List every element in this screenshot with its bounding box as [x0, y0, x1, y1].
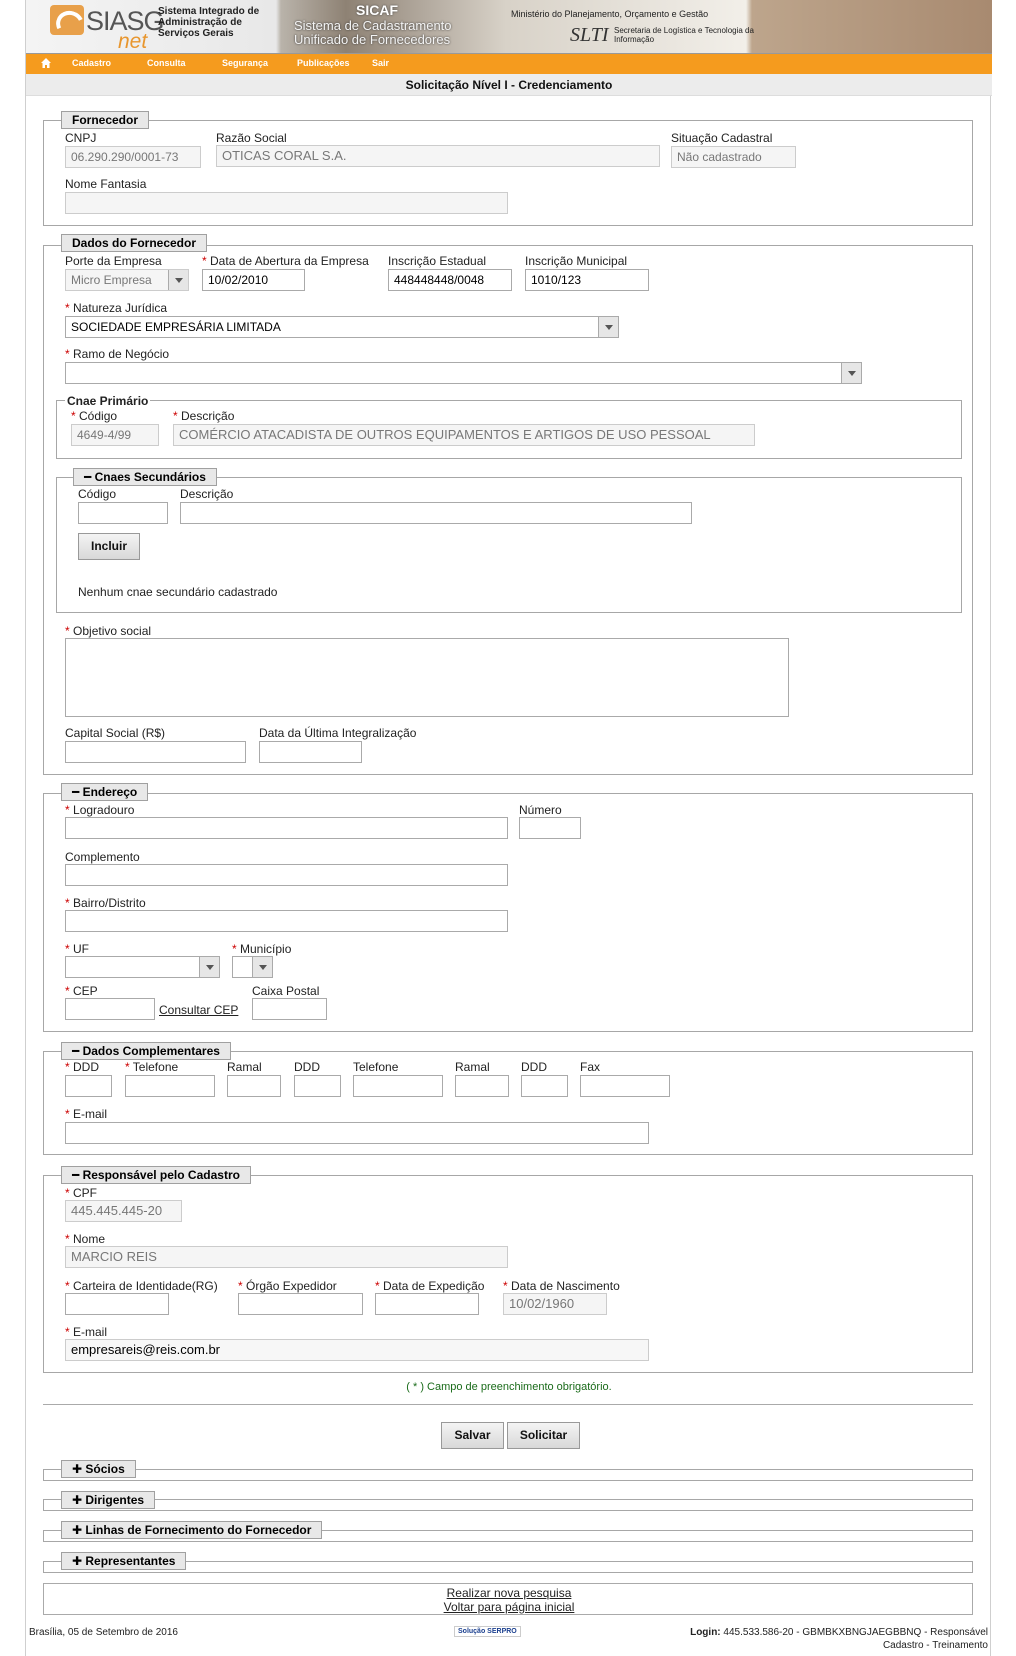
- header-banner: [26, 0, 992, 54]
- chevron-down-icon: [199, 957, 219, 977]
- serpro-logo: Solução SERPRO: [454, 1626, 521, 1637]
- descricao-label: * Descrição: [173, 409, 235, 423]
- situacao-label: Situação Cadastral: [671, 131, 773, 145]
- footer: [26, 1620, 992, 1656]
- telefone2-field[interactable]: [353, 1075, 443, 1097]
- cnae-codigo-field: 4649-4/99: [71, 424, 159, 446]
- nome-label: * Nome: [65, 1232, 106, 1246]
- slti-logo: SLTI: [570, 24, 609, 46]
- fax-label: Fax: [580, 1060, 601, 1074]
- collapse-icon: ━: [84, 470, 95, 484]
- nav-sair[interactable]: Sair: [372, 58, 390, 68]
- nascimento-field: 10/02/1960: [503, 1293, 607, 1315]
- ramo-negocio-select[interactable]: [65, 362, 862, 384]
- abertura-field[interactable]: 10/02/2010: [202, 269, 305, 291]
- orgao-field[interactable]: [238, 1293, 363, 1315]
- nome-fantasia-label: Nome Fantasia: [65, 177, 147, 191]
- inscricao-estadual-field[interactable]: 448448448/0048: [388, 269, 512, 291]
- page-title: Solicitação Nível I - Credenciamento: [26, 74, 992, 96]
- voltar-link[interactable]: Voltar para página inicial: [443, 1600, 575, 1614]
- section-socios[interactable]: ✚ Sócios: [61, 1460, 136, 1478]
- consultar-cep-link[interactable]: Consultar CEP: [159, 1003, 239, 1017]
- cep-label: * CEP: [65, 984, 98, 998]
- ddd3-field[interactable]: [521, 1075, 568, 1097]
- section-linhas-fornecimento[interactable]: ✚ Linhas de Fornecimento do Fornecedor: [61, 1521, 322, 1539]
- telefone1-field[interactable]: [125, 1075, 215, 1097]
- uf-label: * UF: [65, 942, 90, 956]
- footer-date: Brasília, 05 de Setembro de 2016: [29, 1627, 178, 1638]
- chevron-down-icon: [252, 957, 272, 977]
- resp-email-label: * E-mail: [65, 1325, 108, 1339]
- nova-pesquisa-wrap: [26, 1586, 992, 1600]
- required-note: ( * ) Campo de preenchimento obrigatório.: [406, 1381, 612, 1393]
- logradouro-label: * Logradouro: [65, 803, 135, 817]
- expand-icon: ✚: [72, 1493, 86, 1507]
- caixa-postal-field[interactable]: [252, 998, 327, 1020]
- codigo-label: * Código: [71, 409, 118, 423]
- municipio-select[interactable]: [232, 956, 273, 978]
- email-field[interactable]: [65, 1122, 649, 1144]
- integralizacao-label: Data da Última Integralização: [259, 726, 417, 740]
- nascimento-label: * Data de Nascimento: [503, 1279, 620, 1293]
- expand-icon: ✚: [72, 1523, 86, 1537]
- nav-consulta[interactable]: Consulta: [147, 58, 186, 68]
- cnpj-label: CNPJ: [65, 131, 97, 145]
- capital-social-field[interactable]: [65, 741, 246, 763]
- ie-label: Inscrição Estadual: [388, 254, 487, 268]
- razao-social-field: OTICAS CORAL S.A.: [216, 145, 660, 167]
- section-dirigentes[interactable]: ✚ Dirigentes: [61, 1491, 155, 1509]
- sec-empty-message: Nenhum cnae secundário cadastrado: [78, 585, 278, 599]
- top-nav: [26, 54, 992, 74]
- logo-text: SIASG: [86, 6, 164, 36]
- cnae-descricao-field: COMÉRCIO ATACADISTA DE OUTROS EQUIPAMENTOS E ARTIGOS DE USO PESSOAL: [173, 424, 755, 446]
- municipio-label: * Município: [232, 942, 292, 956]
- chevron-down-icon: [168, 270, 188, 290]
- objetivo-label: * Objetivo social: [65, 624, 152, 638]
- resp-email-field[interactable]: empresareis@reis.com.br: [65, 1339, 649, 1361]
- abertura-label: * Data de Abertura da Empresa: [202, 254, 369, 268]
- collapse-icon: ━: [72, 1168, 83, 1182]
- orgao-label: * Órgão Expedidor: [238, 1279, 337, 1293]
- ddd1-label: * DDD: [65, 1060, 100, 1074]
- ramal2-label: Ramal: [455, 1060, 490, 1074]
- collapse-icon: ━: [72, 785, 83, 799]
- legend-dados-complementares[interactable]: ━ Dados Complementares: [61, 1042, 231, 1060]
- natureza-juridica-select[interactable]: [65, 316, 619, 338]
- natureza-label: * Natureza Jurídica: [65, 301, 168, 315]
- natureza-value: SOCIEDADE EMPRESÁRIA LIMITADA: [71, 320, 281, 334]
- legend-cnae-primario: Cnae Primário: [67, 394, 149, 408]
- nav-seguranca[interactable]: Segurança: [222, 58, 269, 68]
- cnpj-field: 06.290.290/0001-73: [65, 146, 201, 168]
- porte-value: Micro Empresa: [71, 273, 152, 287]
- complemento-field[interactable]: [65, 864, 508, 886]
- legend-endereco[interactable]: ━ Endereço: [61, 783, 148, 801]
- cpf-field: 445.445.445-20: [65, 1200, 182, 1222]
- solicitar-button[interactable]: Solicitar: [507, 1422, 580, 1449]
- expand-icon: ✚: [72, 1462, 86, 1476]
- divider: [43, 1404, 973, 1405]
- nav-publicacoes[interactable]: Publicações: [297, 58, 350, 68]
- collapse-icon: ━: [72, 1044, 83, 1058]
- bairro-label: * Bairro/Distrito: [65, 896, 146, 910]
- ramo-label: * Ramo de Negócio: [65, 347, 170, 361]
- ministry-name: Ministério do Planejamento, Orçamento e Gestão: [511, 9, 709, 19]
- sicaf-title: SICAF: [356, 2, 398, 18]
- fax-field[interactable]: [580, 1075, 670, 1097]
- ddd1-field[interactable]: [65, 1075, 112, 1097]
- logo-description: Sistema Integrado de Administração de Serviços Gerais: [158, 6, 260, 39]
- ddd2-field[interactable]: [294, 1075, 341, 1097]
- bairro-field[interactable]: [65, 910, 508, 932]
- cpf-label: * CPF: [65, 1186, 98, 1200]
- ddd2-label: DDD: [294, 1060, 320, 1074]
- numero-label: Número: [519, 803, 562, 817]
- footer-login: Login: 445.533.586-20 - GBMBKXBNGJAEGBBNQ - Responsável: [690, 1627, 988, 1638]
- sec-codigo-field[interactable]: [78, 502, 168, 524]
- porte-label: Porte da Empresa: [65, 254, 162, 268]
- logo-net-text: net: [118, 30, 148, 53]
- capital-label: Capital Social (R$): [65, 726, 166, 740]
- incluir-button[interactable]: Incluir: [78, 533, 140, 560]
- expand-icon: ✚: [72, 1554, 86, 1568]
- sec-descricao-field[interactable]: [180, 502, 692, 524]
- slti-description: Secretaria de Logística e Tecnologia da Informação: [614, 26, 754, 44]
- razao-social-label: Razão Social: [216, 131, 287, 145]
- situacao-field: Não cadastrado: [671, 146, 796, 168]
- cep-field[interactable]: [65, 998, 155, 1020]
- im-label: Inscrição Municipal: [525, 254, 628, 268]
- nome-field: MARCIO REIS: [65, 1246, 508, 1268]
- caixa-postal-label: Caixa Postal: [252, 984, 320, 998]
- home-icon[interactable]: [40, 57, 52, 69]
- nav-cadastro[interactable]: Cadastro: [72, 58, 112, 68]
- legend-dados-fornecedor: Dados do Fornecedor: [61, 234, 207, 252]
- section-dirigentes-frame: [43, 1499, 973, 1511]
- legend-cnaes-secundarios[interactable]: ━ Cnaes Secundários: [73, 468, 217, 486]
- nome-fantasia-field: [65, 192, 508, 214]
- ramal1-field[interactable]: [227, 1075, 281, 1097]
- rg-label: * Carteira de Identidade(RG): [65, 1279, 218, 1293]
- chevron-down-icon: [841, 363, 861, 383]
- uf-select[interactable]: [65, 956, 220, 978]
- page: [25, 0, 991, 1656]
- integralizacao-field[interactable]: [259, 741, 362, 763]
- footer-login-2: Cadastro - Treinamento: [882, 1640, 988, 1651]
- sec-codigo-label: Código: [78, 487, 117, 501]
- complemento-label: Complemento: [65, 850, 140, 864]
- ddd3-label: DDD: [521, 1060, 547, 1074]
- telefone1-label: * Telefone: [125, 1060, 179, 1074]
- expedicao-label: * Data de Expedição: [375, 1279, 485, 1293]
- siasg-logo-icon: [50, 5, 84, 35]
- section-representantes[interactable]: ✚ Representantes: [61, 1552, 186, 1570]
- expedicao-field[interactable]: [375, 1293, 479, 1315]
- ramal1-label: Ramal: [227, 1060, 262, 1074]
- telefone2-label: Telefone: [353, 1060, 399, 1074]
- section-socios-frame: [43, 1469, 973, 1481]
- objetivo-social-textarea[interactable]: [65, 638, 789, 717]
- logradouro-field[interactable]: [65, 817, 508, 839]
- chevron-down-icon: [598, 317, 618, 337]
- email-label: * E-mail: [65, 1107, 108, 1121]
- salvar-button[interactable]: Salvar: [441, 1422, 504, 1449]
- porte-select: [65, 269, 189, 291]
- legend-fornecedor: Fornecedor: [61, 111, 149, 129]
- sec-descricao-label: Descrição: [180, 487, 234, 501]
- numero-field[interactable]: [519, 817, 581, 839]
- nova-pesquisa-link[interactable]: Realizar nova pesquisa: [446, 1586, 572, 1600]
- inscricao-municipal-field[interactable]: 1010/123: [525, 269, 649, 291]
- legend-responsavel[interactable]: ━ Responsável pelo Cadastro: [61, 1166, 251, 1184]
- ramal2-field[interactable]: [455, 1075, 509, 1097]
- voltar-wrap: [26, 1600, 992, 1614]
- rg-field[interactable]: [65, 1293, 169, 1315]
- sicaf-subtitle: Sistema de Cadastramento Unificado de Fornecedores: [294, 18, 452, 47]
